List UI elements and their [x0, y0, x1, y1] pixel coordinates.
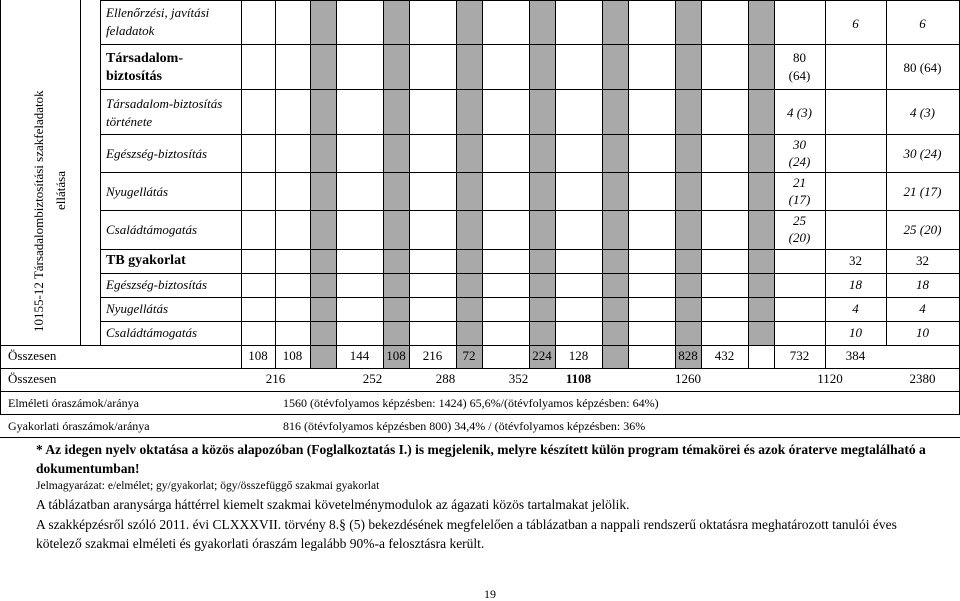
total-value: 108: [248, 348, 268, 363]
total-value: 144: [349, 348, 370, 363]
grid-line: [100, 89, 960, 90]
row-label: Családtámogatás: [106, 222, 198, 237]
grid-line: [383, 0, 384, 368]
cell-value: 80 (64): [903, 60, 942, 75]
grid-line: [100, 44, 960, 45]
cell-value: 21: [793, 175, 806, 190]
legend-note: Jelmagyarázat: e/elmélet; gy/gyakorlat; ögy/összefüggő szakmai gyakorlat: [36, 480, 380, 492]
total-value: 108: [282, 348, 303, 363]
total-value: 128: [568, 348, 589, 363]
row-label: Társadalom-biztosítás: [106, 51, 183, 84]
grid-line: [275, 0, 276, 368]
shaded-column: [383, 0, 409, 368]
cell-value: 4 (3): [787, 105, 812, 120]
total-value: 224: [532, 348, 552, 363]
row-label: Családtámogatás: [106, 325, 198, 340]
total-value: 352: [508, 371, 529, 386]
shaded-column: [310, 0, 336, 368]
cell-value: 10: [916, 325, 929, 340]
practice-value: 816 (ötévfolyamos képzésben 800) 34,4% / (ötévfolyamos képzésben: 36%: [283, 419, 646, 433]
grid-line: [628, 0, 629, 368]
grid-line: [0, 391, 960, 392]
cell-value: 32: [849, 253, 862, 268]
foreign-language-note: * Az idegen nyelv oktatása a közös alapozóban (Foglalkoztatás I.) is megjelenik, melyre készített külön program témakörei és azok óraterve megtalálható a dokumentumban!: [36, 442, 926, 476]
grid-line: [100, 297, 960, 298]
cell-value: 4: [852, 301, 859, 316]
shaded-column: [675, 0, 701, 368]
total-value: 108: [386, 348, 406, 363]
law-note: A szakképzésről szóló 2011. évi CLXXXVII. törvény 8.§ (5) bekezdésének megfelelően a táblázatban a nappali rendszerű oktatásra meghatározott tanulói éves kötelező szakmai elméleti és gyakorlati óraszám legalább 90%-a felosztásra került.: [36, 517, 897, 551]
practice-label: Gyakorlati óraszámok/aránya: [8, 419, 150, 433]
row-label: Társadalom-biztosítás története: [106, 96, 223, 129]
grid-line: [100, 172, 960, 173]
total-value: 1108: [565, 371, 592, 386]
shaded-column: [602, 0, 628, 368]
grid-line: [100, 134, 960, 135]
total-label: Összesen: [8, 348, 57, 363]
total-value: 1120: [817, 371, 843, 386]
cell-value: 25 (20): [903, 222, 942, 237]
grid-line: [80, 0, 81, 345]
theory-label: Elméleti óraszámok/aránya: [8, 396, 139, 410]
cell-value: 80: [793, 50, 806, 65]
total-value: 216: [265, 371, 286, 386]
total-value: 72: [462, 348, 476, 363]
grid-line: [100, 321, 960, 322]
grid-line: [456, 0, 457, 368]
grid-line: [0, 437, 960, 438]
shaded-column: [456, 0, 482, 368]
cell-value: (64): [788, 68, 811, 83]
grid-line: [675, 0, 676, 368]
total-value: 216: [422, 348, 443, 363]
page-number: 19: [484, 587, 496, 601]
cell-value: (17): [788, 192, 811, 207]
grid-line: [100, 249, 960, 250]
grid-line: [0, 0, 1, 415]
cell-value: 10: [849, 325, 862, 340]
cell-value: 30: [793, 137, 806, 152]
grid-line: [0, 345, 960, 346]
row-label: Nyugellátás: [106, 301, 169, 316]
cell-value: (24): [788, 154, 811, 169]
cell-value: 30 (24): [903, 146, 942, 161]
total-label: Összesen: [8, 371, 57, 386]
grid-line: [100, 210, 960, 211]
cell-value: 18: [849, 277, 862, 292]
module-area-label: ellátása: [53, 171, 68, 210]
cell-value: (20): [788, 230, 811, 245]
row-label: Ellenőrzési, javítási feladatok: [106, 5, 210, 38]
grid-line: [0, 414, 960, 415]
total-value: 1260: [675, 371, 701, 386]
grid-line: [0, 368, 960, 369]
total-value: 288: [435, 371, 456, 386]
grid-line: [555, 0, 556, 368]
cell-value: 4 (3): [910, 105, 935, 120]
theory-value: 1560 (ötévfolyamos képzésben: 1424) 65,6%/(ötévfolyamos képzésben: 64%): [283, 396, 659, 410]
grid-line: [100, 273, 960, 274]
total-value: 432: [714, 348, 735, 363]
row-label: Egészség-biztosítás: [106, 146, 208, 161]
grid-line: [529, 0, 530, 368]
grid-line: [409, 0, 410, 368]
total-value: 252: [362, 371, 383, 386]
row-label: TB gyakorlat: [106, 253, 186, 268]
total-value: 732: [789, 348, 810, 363]
grid-line: [100, 0, 960, 1]
highlight-note: A táblázatban aranysárga háttérrel kiemelt szakmai követelménymodulok az ágazati közös tartalmakat jelölik.: [36, 497, 630, 512]
cell-value: 4: [919, 301, 926, 316]
cell-value: 21 (17): [903, 184, 942, 199]
row-label: Egészség-biztosítás: [106, 277, 208, 292]
total-value: 828: [678, 348, 698, 363]
cell-value: 32: [916, 253, 929, 268]
cell-value: 6: [919, 16, 926, 31]
grid-line: [336, 0, 337, 368]
row-label: Nyugellátás: [106, 184, 169, 199]
cell-value: 25: [793, 213, 806, 228]
total-value: 2380: [909, 371, 936, 386]
grid-line: [602, 0, 603, 368]
grid-line: [241, 0, 242, 368]
cell-value: 18: [916, 277, 929, 292]
cell-value: 6: [852, 16, 859, 31]
total-value: 384: [845, 348, 866, 363]
grid-line: [482, 0, 483, 368]
grid-line: [701, 0, 702, 368]
grid-line: [748, 0, 749, 368]
shaded-column: [529, 0, 555, 368]
grid-line: [310, 0, 311, 368]
module-code-label: 10155-12 Társadalombiztosítási szakfeladatok: [31, 90, 46, 332]
